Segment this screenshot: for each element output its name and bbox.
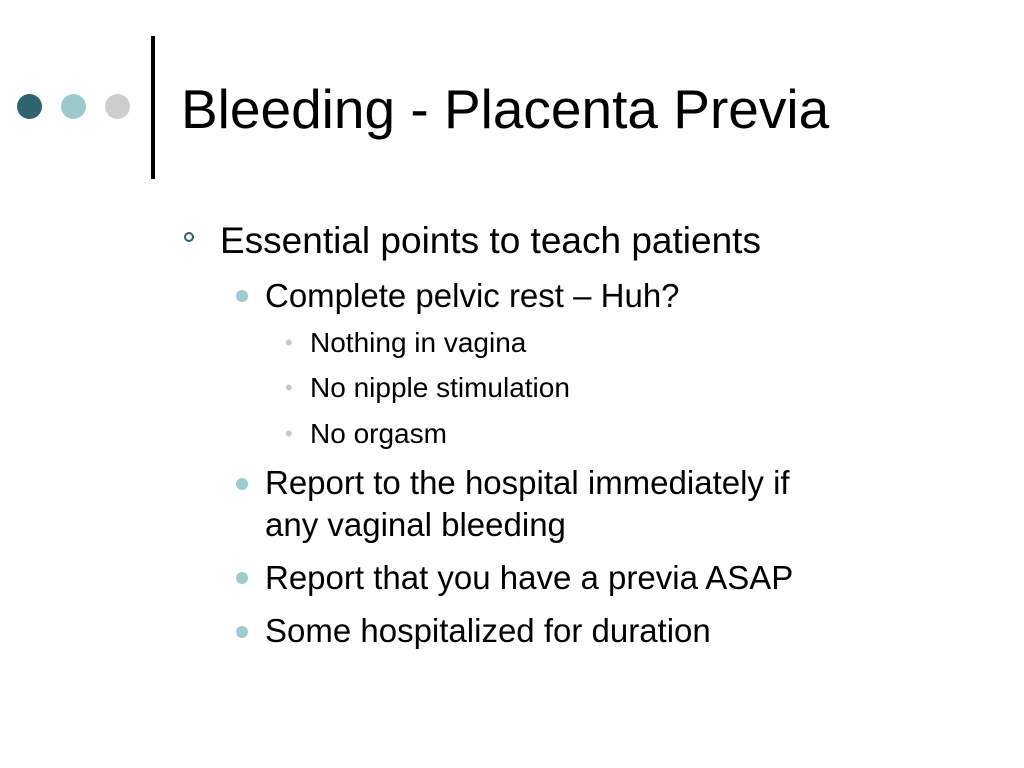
decorative-dot-light: [105, 94, 130, 119]
decorative-dot-teal: [61, 94, 86, 119]
bullet-small-dot-icon: •: [285, 375, 293, 400]
bullet-dot-icon: [236, 478, 248, 490]
bullet-main: Essential points to teach patients: [220, 220, 761, 261]
decorative-dot-dark: [17, 94, 42, 119]
bullet-dot-icon: [236, 572, 248, 584]
bullet-dot-icon: [236, 290, 248, 302]
bullet-dot-icon: [236, 626, 248, 638]
bullet-ring-icon: [184, 232, 194, 242]
bullet-pelvic-rest: Complete pelvic rest – Huh?: [265, 277, 680, 314]
title-divider: [151, 36, 155, 179]
sub-bullet-no-orgasm: No orgasm: [310, 418, 447, 449]
bullet-report-previa: Report that you have a previa ASAP: [265, 559, 794, 596]
bullet-small-dot-icon: •: [285, 421, 293, 446]
sub-bullet-nothing-in-vagina: Nothing in vagina: [310, 327, 527, 358]
bullet-small-dot-icon: •: [285, 330, 293, 355]
bullet-report-bleeding-line1: Report to the hospital immediately if: [265, 464, 790, 501]
sub-bullet-no-nipple-stimulation: No nipple stimulation: [310, 372, 570, 403]
bullet-report-bleeding-line2: any vaginal bleeding: [265, 506, 566, 543]
slide-title: Bleeding - Placenta Previa: [181, 78, 830, 140]
bullet-hospitalized: Some hospitalized for duration: [265, 612, 711, 649]
